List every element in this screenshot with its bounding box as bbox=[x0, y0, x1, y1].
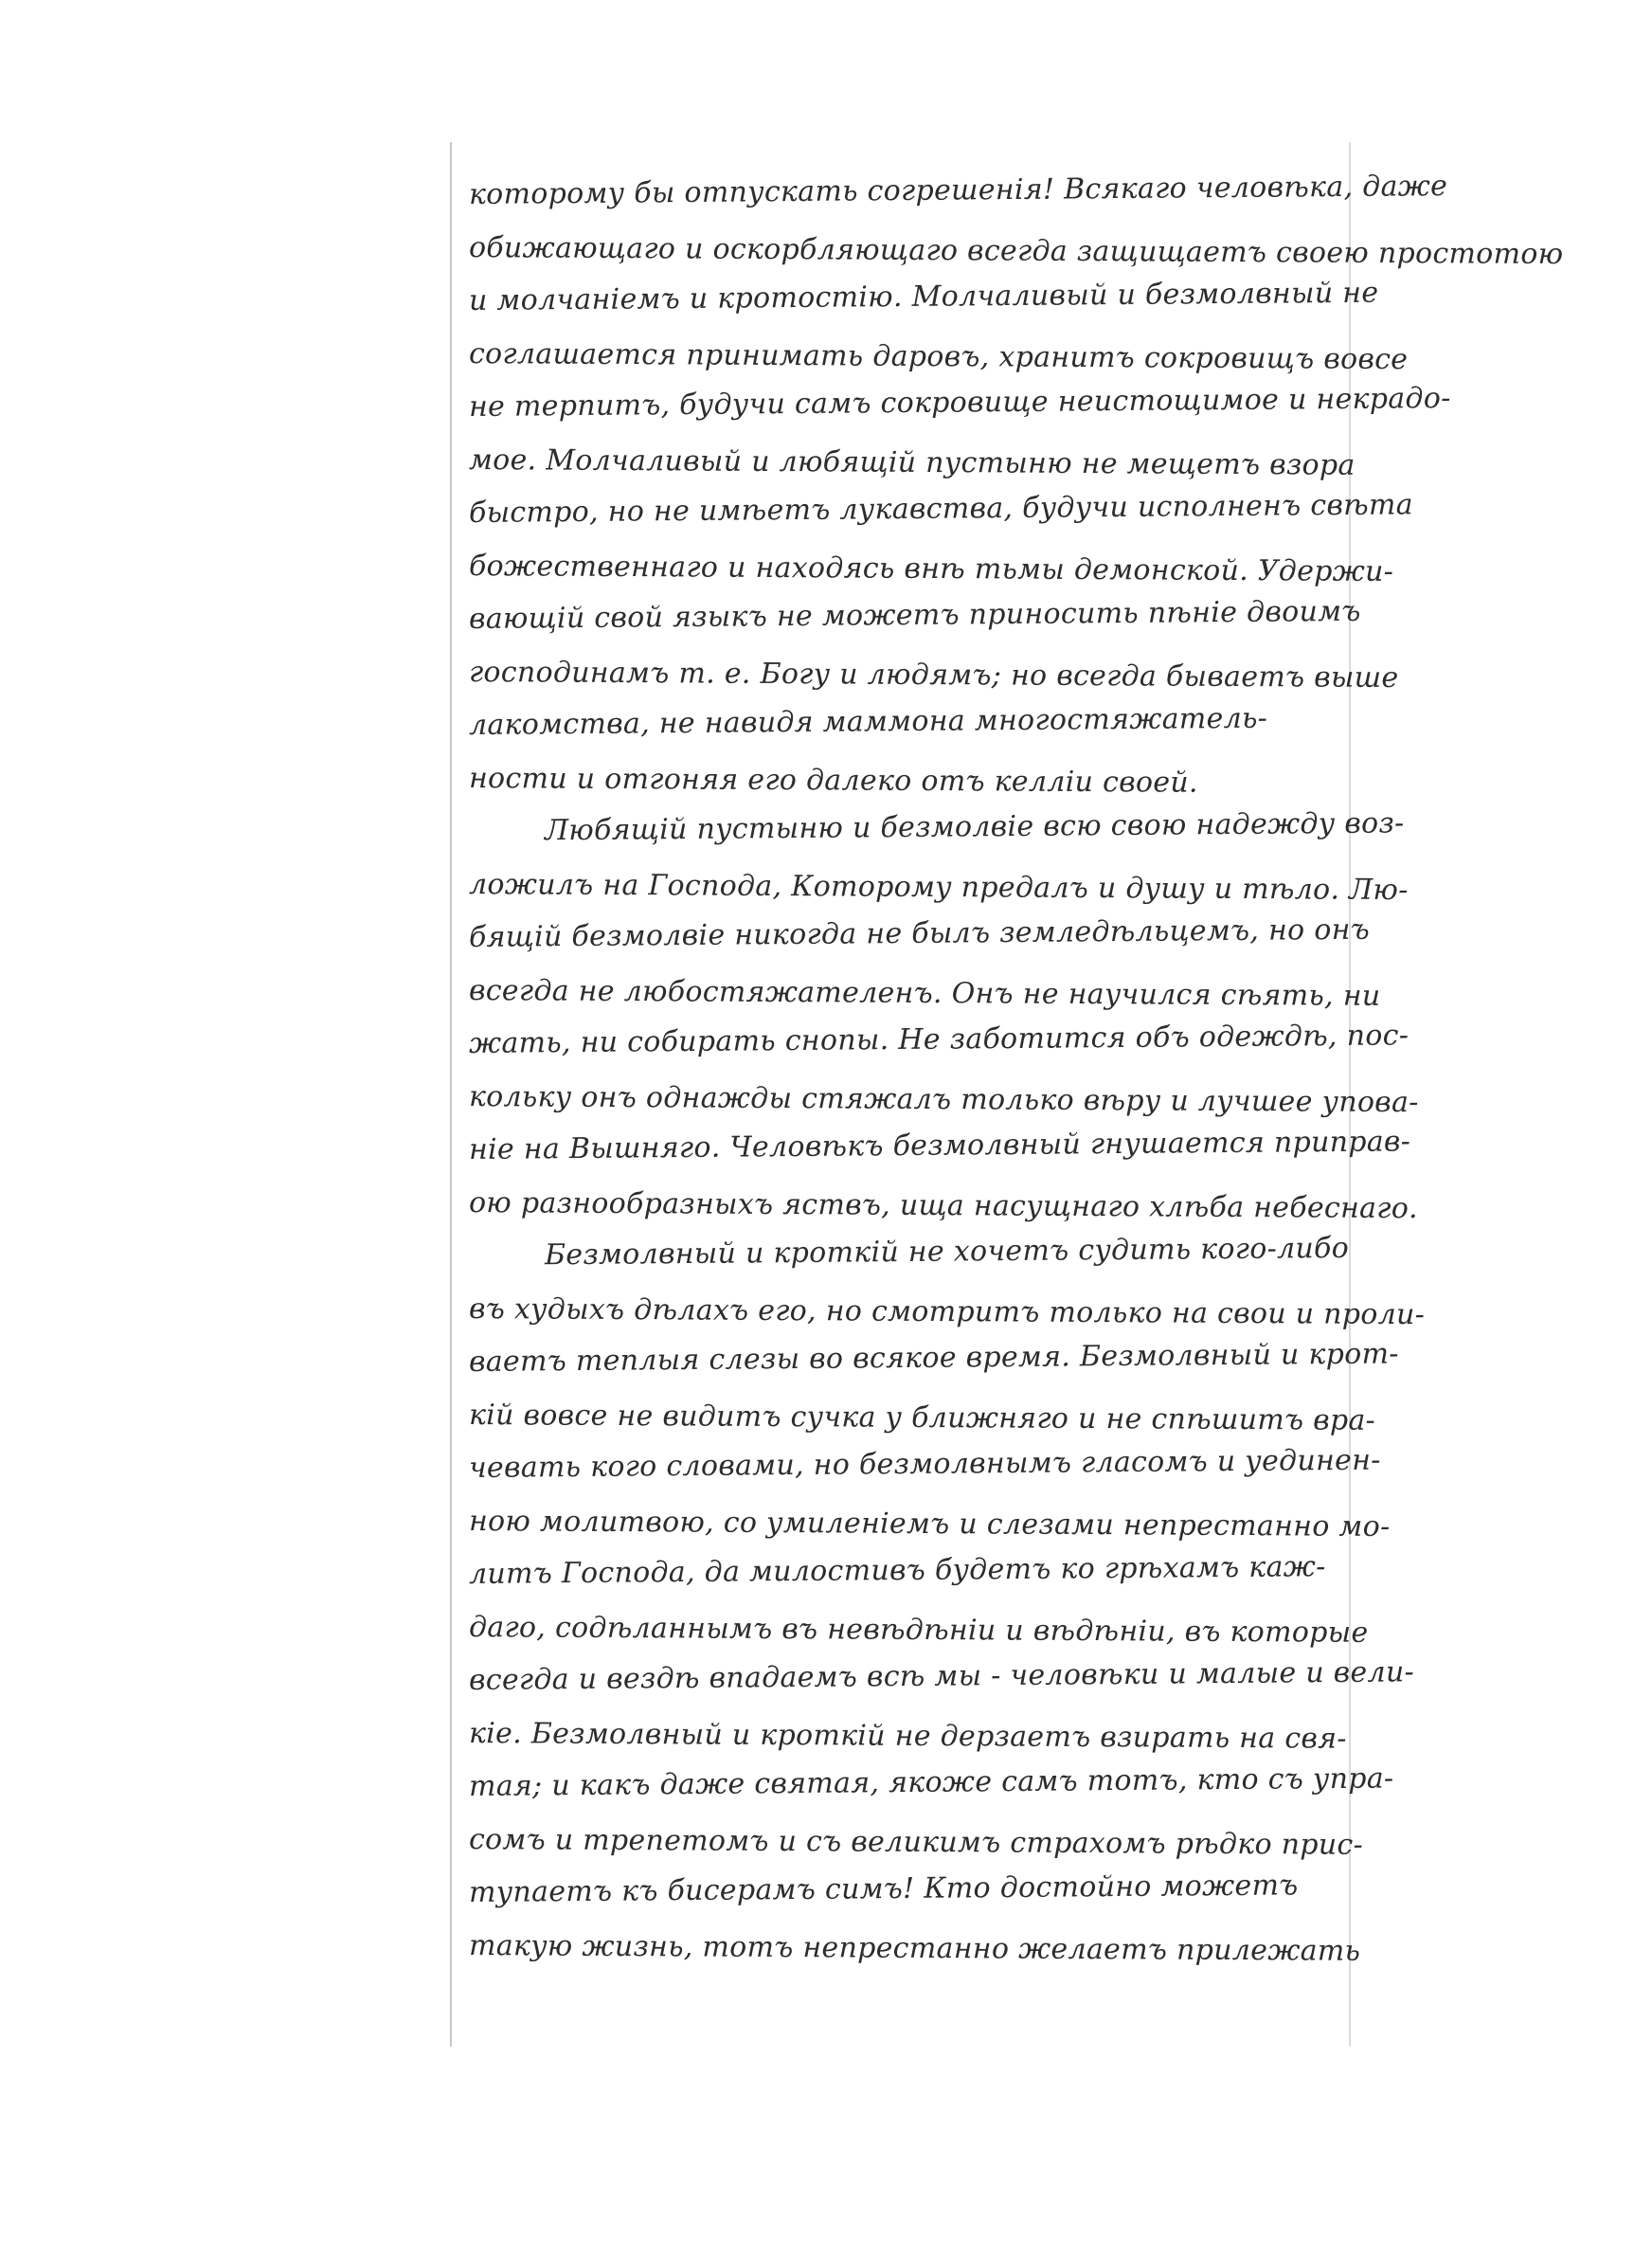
manuscript-line: господинамъ т. е. Богу и людямъ; но всегда бываетъ выше bbox=[468, 656, 1399, 695]
manuscript-line: жать, ни собирать снопы. Не заботится объ одеждѣ, пос- bbox=[468, 1019, 1410, 1060]
left-margin-rule bbox=[450, 142, 452, 2047]
manuscript-line: и молчанiемъ и кротостiю. Молчаливый и безмолвный не bbox=[468, 276, 1379, 317]
manuscript-line: Любящiй пустыню и безмолвiе всю свою надежду воз- bbox=[544, 806, 1405, 848]
manuscript-line: чевать кого словами, но безмолвнымъ гласомъ и уединен- bbox=[468, 1443, 1381, 1485]
manuscript-line: кольку онъ однажды стяжалъ только вѣру и лучшее упова- bbox=[468, 1080, 1419, 1120]
manuscript-line: литъ Господа, да милостивъ будетъ ко грѣхамъ каж- bbox=[468, 1550, 1326, 1591]
manuscript-line: лакомства, не навидя маммона многостяжатель- bbox=[468, 701, 1268, 742]
manuscript-line: тая; и какъ даже святая, якоже самъ тотъ, кто съ упра- bbox=[468, 1761, 1394, 1803]
manuscript-line: ложилъ на Господа, Которому предалъ и душу и тѣло. Лю- bbox=[468, 868, 1409, 908]
manuscript-line: всегда не любостяжателенъ. Онъ не научился сѣять, ни bbox=[468, 974, 1381, 1013]
manuscript-line: тупаетъ къ бисерамъ симъ! Кто достойно можетъ bbox=[468, 1869, 1299, 1909]
manuscript-line: ности и отгоняя его далеко отъ келлiи своей. bbox=[468, 762, 1198, 800]
manuscript-line: не терпитъ, будучи самъ сокровище неистощимое и некрадо- bbox=[468, 381, 1451, 424]
manuscript-line: обижающаго и оскорбляющаго всегда защищаетъ своею простотою bbox=[468, 231, 1564, 272]
manuscript-line: нiе на Вышняго. Человѣкъ безмолвный гнушается приправ- bbox=[468, 1125, 1411, 1166]
manuscript-line: ною молитвою, со умиленiемъ и слезами непрестанно мо- bbox=[468, 1505, 1391, 1544]
manuscript-line: мое. Молчаливый и любящiй пустыню не мещетъ взора bbox=[468, 443, 1356, 482]
manuscript-line: всегда и вездѣ впадаемъ всѣ мы - человѣки и малые и вели- bbox=[468, 1655, 1415, 1697]
manuscript-line: Безмолвный и кроткiй не хочетъ судить кого-либо bbox=[544, 1231, 1350, 1273]
manuscript-line: ою разнообразныхъ яствъ, ища насущнаго хлѣба небеснаго. bbox=[468, 1186, 1419, 1226]
manuscript-line: божественнаго и находясь внѣ тьмы демонской. Удержи- bbox=[468, 550, 1394, 588]
manuscript-line: въ худыхъ дѣлахъ его, но смотритъ только на свои и проли- bbox=[468, 1292, 1426, 1332]
manuscript-line: бящiй безмолвiе никогда не былъ земледѣльцемъ, но онъ bbox=[468, 912, 1371, 954]
manuscript-line: кiе. Безмолвный и кроткiй не дерзаетъ взирать на свя- bbox=[468, 1717, 1347, 1756]
manuscript-line: соглашается принимать даровъ, хранитъ сокровищъ вовсе bbox=[468, 337, 1409, 377]
manuscript-line: такую жизнь, тотъ непрестанно желаетъ прилежать bbox=[468, 1929, 1361, 1968]
manuscript-line: ваетъ теплыя слезы во всякое время. Безмолвный и крот- bbox=[468, 1337, 1399, 1379]
manuscript-line: быстро, но не имѣетъ лукавства, будучи исполненъ свѣта bbox=[468, 488, 1414, 530]
manuscript-line: вающiй свой языкъ не можетъ приносить пѣнiе двоимъ bbox=[468, 594, 1361, 636]
manuscript-line: сомъ и трепетомъ и съ великимъ страхомъ рѣдко прис- bbox=[468, 1823, 1364, 1862]
manuscript-line: которому бы отпускать согрешенiя! Всякаго человѣка, даже bbox=[468, 169, 1448, 211]
handwritten-text-block bbox=[468, 169, 1564, 1973]
manuscript-line: даго, содѣланнымъ въ невѣдѣнiи и вѣдѣнiи, въ которые bbox=[468, 1611, 1369, 1650]
manuscript-line: кiй вовсе не видитъ сучка у ближняго и не спѣшитъ вра- bbox=[468, 1399, 1376, 1437]
